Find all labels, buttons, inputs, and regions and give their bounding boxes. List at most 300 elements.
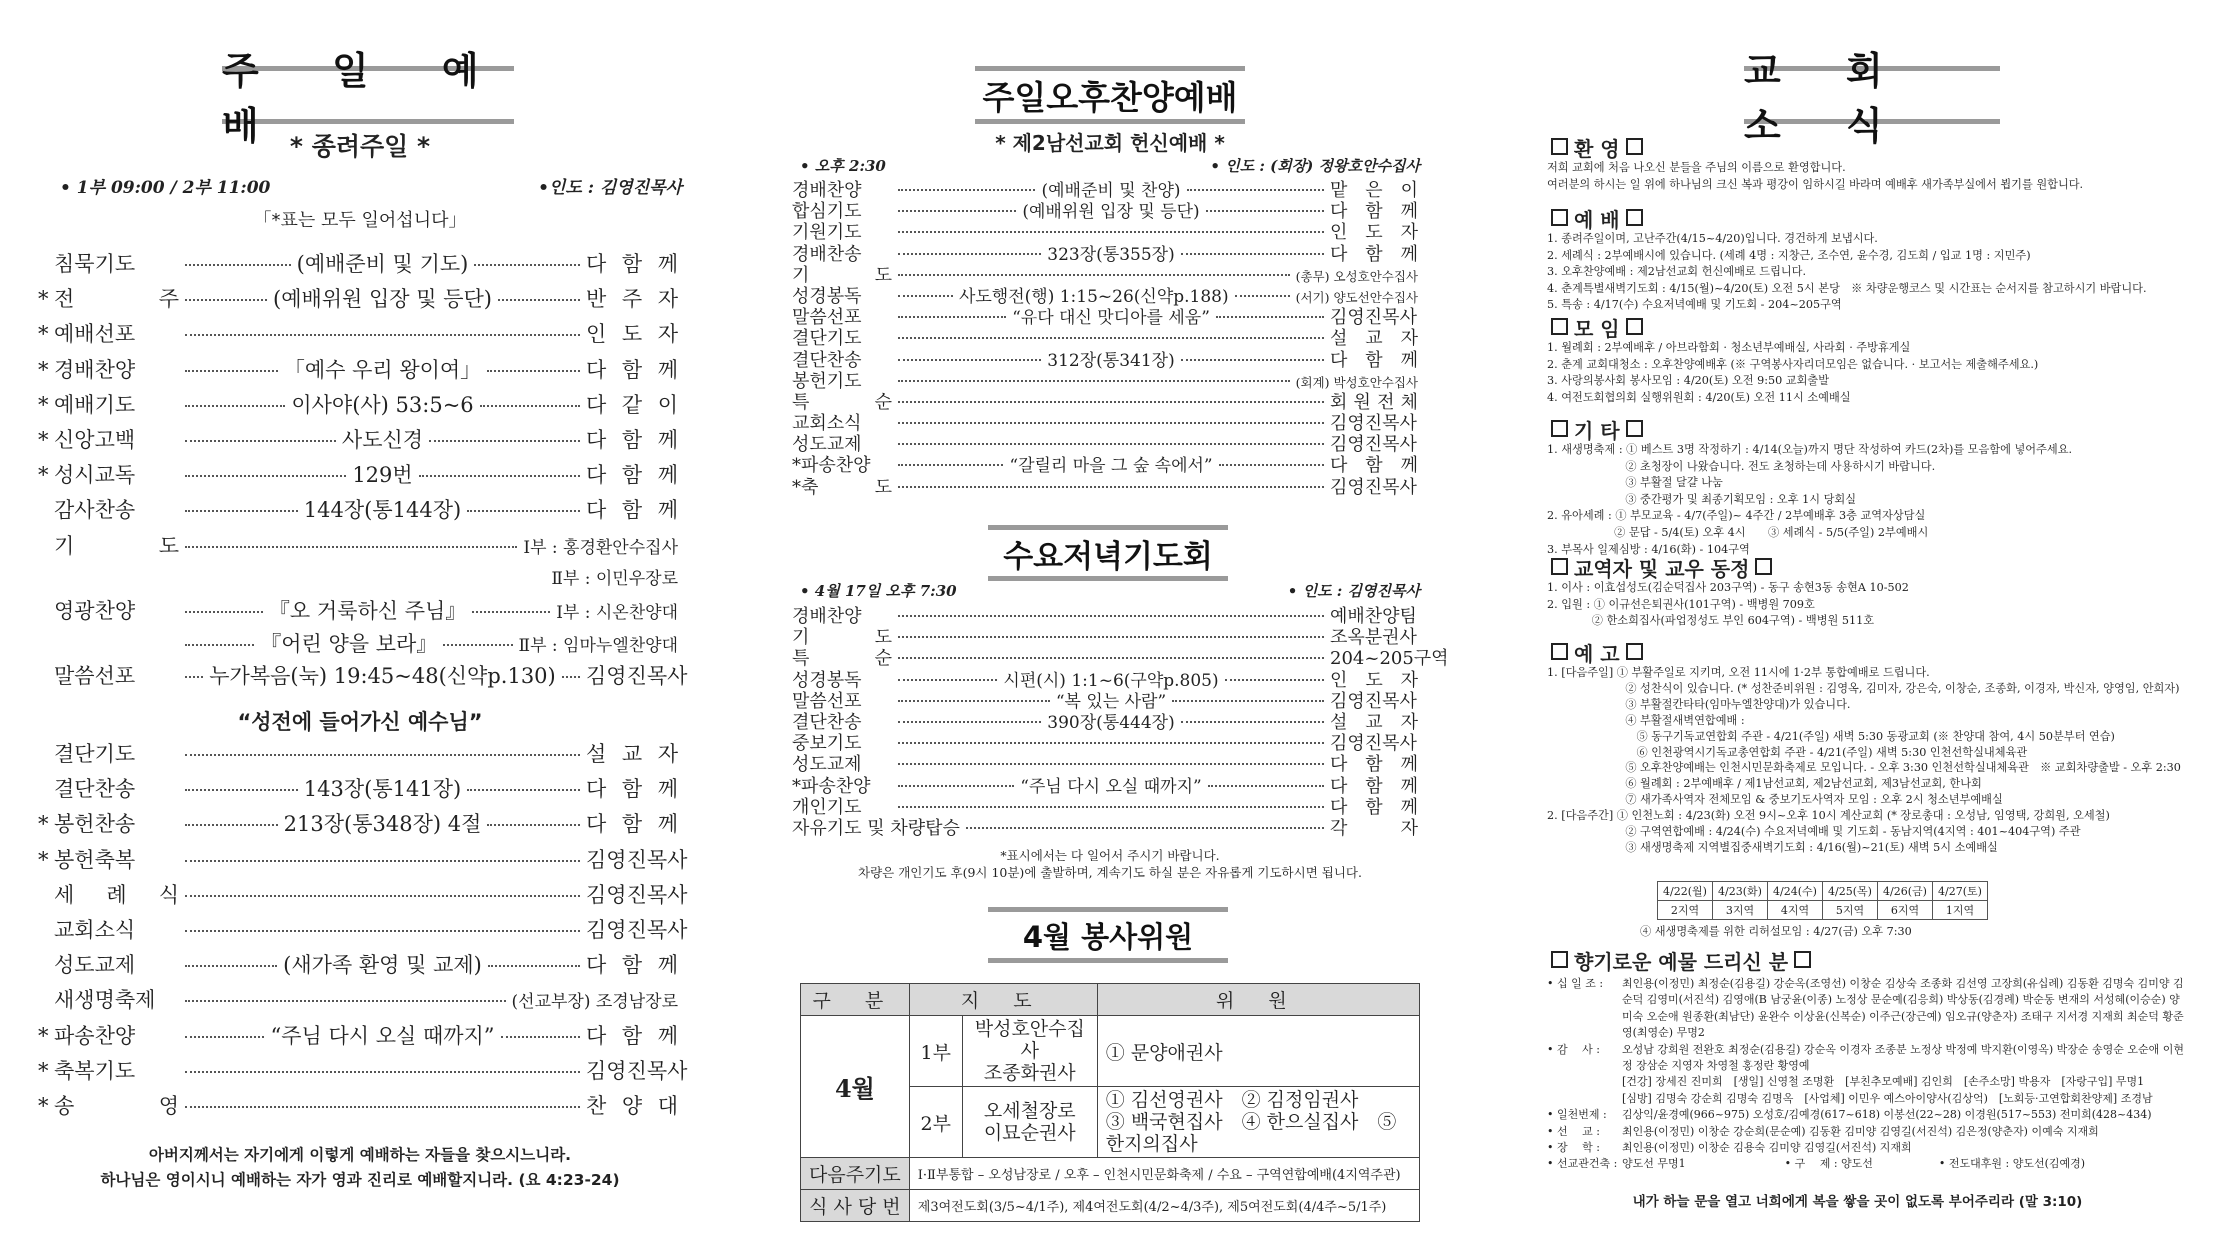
schedule-area: 5지역 xyxy=(1823,901,1878,920)
order-row xyxy=(792,712,1418,733)
news-line: 3. 오후찬양예배 : 제2남선교회 헌신예배로 드립니다. xyxy=(1547,265,1807,279)
order-person: 다 함 께 xyxy=(586,498,679,523)
news-heading xyxy=(1545,415,1649,444)
offering-row xyxy=(1547,1156,2187,1172)
leader-dots xyxy=(898,700,1050,702)
heading-bullet xyxy=(1551,138,1568,155)
leader-dots xyxy=(467,510,580,512)
news-line: ② 초청장이 나왔습니다. 전도 초청하는데 사용하시기 바랍니다. xyxy=(1547,459,1936,473)
order-label: 자유기도 및 차량탑승 xyxy=(792,817,960,839)
offering-names: 오성남 강희원 전완호 최정순(김용길) 강순옥 이경자 조종분 노정상 박정예 박지환(이영옥) 박장순 송영순 오순애 이현정 장삼순 지영자 차영철 홍정란 황영예 xyxy=(1622,1042,2185,1073)
schedule-area: 4지역 xyxy=(1768,901,1823,920)
leader-dots xyxy=(185,895,580,897)
order-person: 김영진목사 xyxy=(586,917,688,942)
order-row xyxy=(38,983,678,1018)
order-label: 합심기도 xyxy=(792,201,862,223)
leader-dots xyxy=(487,370,580,372)
order-row xyxy=(38,659,688,694)
offering-heading-bullet-right xyxy=(1794,951,1811,968)
order-person: Ⅱ부 : 이민우장로 xyxy=(551,568,678,589)
order-label: 봉헌기도 xyxy=(792,370,862,392)
order-person: 김영진목사 xyxy=(1330,690,1417,712)
schedule-date: 4/25(목) xyxy=(1823,882,1878,901)
leader-dots xyxy=(185,611,263,613)
order-row xyxy=(792,413,1418,434)
palm-sunday-subtitle: * 종려주일 * xyxy=(289,132,431,161)
order-row xyxy=(38,317,678,352)
order-label: 경배찬양 xyxy=(54,357,136,382)
afternoon-leader: • 인도 : (회장) 정왕호안수집사 xyxy=(1210,157,1420,175)
leader-dots xyxy=(185,510,298,512)
order-content: 129번 xyxy=(352,463,413,488)
service-times: • 1부 09:00 / 2부 11:00 xyxy=(60,178,271,198)
order-label: 결단기도 xyxy=(54,742,136,766)
news-line: ③ 중간평가 및 최종기획모임 : 오후 1시 당회실 xyxy=(1547,492,1857,506)
leader-dots xyxy=(898,785,1014,787)
order-label: 기원기도 xyxy=(792,222,862,244)
order-person: 다 함 께 xyxy=(586,777,679,802)
offering-heading xyxy=(1545,946,1817,975)
heading-bullet-right xyxy=(1626,420,1643,437)
part1-lead-cell: 박성호안수집사 조종화권사 xyxy=(962,1016,1097,1087)
leader-dots xyxy=(185,1000,506,1002)
offering-list xyxy=(1547,976,2187,1173)
order-person: (선교부장) 조경남장로 xyxy=(511,992,678,1013)
schedule-date: 4/27(토) xyxy=(1933,882,1988,901)
wednesday-time: • 4월 17일 오후 7:30 xyxy=(800,582,957,600)
leader-dots xyxy=(185,440,336,442)
heading-bullet xyxy=(1551,318,1568,335)
april-volunteers-title: 4월 봉사위원 xyxy=(988,907,1228,963)
order-content: (예배위원 입장 및 등단) xyxy=(273,287,492,312)
order-label: 경배찬양 xyxy=(792,606,862,627)
order-person: 다 함 께 xyxy=(586,357,679,382)
news-line: ③ 부활절 달걀 나눔 xyxy=(1547,476,1723,490)
order-label: 성경봉독 xyxy=(792,669,862,691)
stand-marker: * xyxy=(38,463,49,488)
order-person: (서기) 양도선안수집사 xyxy=(1295,289,1418,305)
leader-dots xyxy=(562,676,580,678)
leader-dots xyxy=(898,210,1016,212)
leader-dots xyxy=(1206,210,1324,212)
stand-marker: * xyxy=(38,357,49,382)
leader-dots xyxy=(898,253,1041,255)
order-row xyxy=(38,247,678,282)
offering-category: • 일천번제 : xyxy=(1547,1108,1607,1122)
order-row xyxy=(38,629,678,659)
order-row xyxy=(792,201,1418,222)
offering-category: • 선 교 : xyxy=(1547,1124,1600,1138)
leader-dots xyxy=(185,860,580,862)
offering-names: 최인용(이정민) 최정순(김용길) 강순옥(조영선) 이창순 김상숙 조종화 김선영 고장희(유십례) 김동환 김명숙 김미양 김순덕 김영미(서진석) 김영애(B 남궁윤(이종) 노정상 문순예(김응희) 박상동(김경례) 박순동 변재의 서성혜(이승순) 양미숙 오순애 원종환(최남단) 윤완수 이상윤(신복순) 이주근(장근예) 임오규(양춘자) 조태구 지서경 지재희 최순덕 황준영(최영순) 무명2 xyxy=(1622,977,2184,1040)
standing-notice: 「*표는 모두 일어섭니다」 xyxy=(253,210,467,231)
offering-names: 김상익/윤경예(966~975) 오성호/김예경(617~618) 이봉선(22~28) 이경원(517~553) 전미희(428~434) xyxy=(1622,1108,2152,1122)
order-person: 반 주 자 xyxy=(586,287,678,312)
afternoon-time: • 오후 2:30 xyxy=(800,157,886,175)
afternoon-service-title: 주일오후찬양예배 xyxy=(975,66,1245,124)
order-row xyxy=(38,594,678,629)
stand-marker: * xyxy=(38,1058,49,1083)
order-label: 성도교제 xyxy=(54,953,136,978)
order-person: 다 함 께 xyxy=(1330,796,1418,818)
offering-category: • 감 사 : xyxy=(1547,1042,1600,1056)
order-row xyxy=(38,353,678,388)
order-row xyxy=(38,1054,688,1089)
leader-dots xyxy=(898,615,1324,617)
order-content: 144장(통144장) xyxy=(303,498,462,523)
col-header-category: 구 분 xyxy=(801,984,910,1016)
order-person: 204~205구역 xyxy=(1330,648,1449,670)
news-heading-text: 환 영 xyxy=(1574,137,1620,161)
news-line: ⑥ 인천광역시기독교총연합회 주관 - 4/21(주일) 새벽 5:30 인천선학실내체육관 xyxy=(1547,745,2028,759)
stand-marker: * xyxy=(38,322,49,347)
order-label: 말씀선포 xyxy=(792,690,862,712)
order-row xyxy=(792,477,1418,498)
order-row xyxy=(792,307,1418,328)
leader-dots xyxy=(1225,679,1324,681)
offering-names: [심방] 김명숙 강순희 김명숙 김명옥 [사업체] 이민우 예스아이양사(김상억) [노회등·고연합회찬양제] 조경남 xyxy=(1622,1091,2153,1105)
order-person: 인 도 자 xyxy=(1330,669,1419,691)
order-label: 축복기도 xyxy=(54,1058,136,1083)
news-line: 1. 종려주일이며, 고난주간(4/15~4/20)입니다. 경건하게 보냅시다. xyxy=(1547,232,1878,245)
sunday-worship-title: 주 일 예 배 xyxy=(222,66,514,124)
part1-members-cell: ① 문양애권사 xyxy=(1097,1016,1419,1087)
order-label: *축 도 xyxy=(792,476,892,498)
leader-dots xyxy=(185,405,285,407)
order-label: 기 도 xyxy=(54,533,179,558)
news-line: ② 구역연합예배 : 4/24(수) 수요저녁예배 및 기도회 - 동남지역(4지역 : 401~404구역) 주관 xyxy=(1547,825,2081,839)
sermon-title: “성전에 들어가신 예수님” xyxy=(237,710,483,734)
leader-dots xyxy=(898,806,1324,808)
order-row xyxy=(792,627,1418,648)
leader-dots xyxy=(898,443,1324,445)
order-content: 323장(통355장) xyxy=(1047,244,1175,265)
leader-dots xyxy=(443,644,512,646)
news-body xyxy=(1547,340,2038,406)
order-person: 다 함 께 xyxy=(586,427,678,452)
order-label: 전 주 xyxy=(54,287,179,312)
heading-bullet xyxy=(1551,558,1568,575)
leader-dots xyxy=(185,1106,580,1108)
schedule-date: 4/24(수) xyxy=(1768,882,1823,901)
news-line: ⑦ 새가족사역자 전체모임 & 중보기도사역자 모임 : 오후 2시 청소년부예배실 xyxy=(1547,793,2003,807)
part2-lead-cell: 오세철장로 이묘순권사 xyxy=(962,1087,1097,1158)
news-heading xyxy=(1545,204,1649,233)
news-heading xyxy=(1545,133,1649,162)
leader-dots xyxy=(1219,464,1324,466)
order-label: 성도교제 xyxy=(792,754,862,776)
leader-dots xyxy=(898,742,1324,744)
order-label: 교회소식 xyxy=(792,413,862,435)
leader-dots xyxy=(185,676,203,678)
order-person: 찬 양 대 xyxy=(586,1093,678,1118)
order-row xyxy=(792,648,1449,670)
schedule-date: 4/26(금) xyxy=(1878,882,1933,901)
order-row xyxy=(792,371,1418,392)
order-person: 김영진목사 xyxy=(586,663,688,688)
order-person: 설 교 자 xyxy=(586,742,678,766)
schedule-areas-row xyxy=(1658,901,1988,920)
leader-dots xyxy=(501,1036,580,1038)
order-label: 경배찬양 xyxy=(792,180,862,201)
order-person: 김영진목사 xyxy=(586,1058,688,1083)
order-row xyxy=(792,434,1418,455)
offering-heading-bullet xyxy=(1551,951,1568,968)
order-label: 봉헌축복 xyxy=(54,847,136,872)
order-person: 설 교 자 xyxy=(1330,711,1418,733)
wednesday-leader: • 인도 : 김영진목사 xyxy=(1287,582,1420,600)
news-line: 1. [다음주일] ① 부활주일로 지키며, 오전 11시에 1·2부 통합예배로 드립니다. xyxy=(1547,666,1930,679)
leader-dots xyxy=(1187,189,1324,191)
offering-category xyxy=(1547,1074,1622,1090)
leader-dots xyxy=(898,486,1324,488)
order-row xyxy=(792,350,1418,371)
order-row xyxy=(792,754,1418,775)
order-person: 김영진목사 xyxy=(1330,434,1417,456)
leader-dots xyxy=(498,299,580,301)
news-heading xyxy=(1545,553,1778,582)
order-label: *파송찬양 xyxy=(792,455,871,477)
news-body xyxy=(1547,665,2181,856)
dawn-prayer-schedule xyxy=(1657,881,1988,920)
order-label: 말씀선포 xyxy=(54,663,136,688)
leader-dots xyxy=(185,644,254,646)
order-label: 기 도 xyxy=(792,264,892,286)
leader-dots xyxy=(898,422,1324,424)
order-row xyxy=(38,878,688,913)
leader-dots xyxy=(185,334,580,336)
order-row xyxy=(38,913,688,948)
leader-dots xyxy=(474,264,580,266)
order-row xyxy=(38,772,678,807)
order-content: 이사야(사) 53:5~6 xyxy=(291,392,474,417)
part2-members-line2: ③ 백국현집사 ④ 한으실집사 ⑤ 한지의집사 xyxy=(1105,1111,1397,1155)
news-line: 1. 이사 : 이효섭성도(김순덕집사 203구역) - 동구 송현3동 송현A 10-502 xyxy=(1547,581,1909,594)
news-line: ⑤ 오후찬양예배는 인천시민문화축제로 모입니다. - 오후 3:30 인천선학실내체육관 ※ 교회차량출발 - 오후 2:30 xyxy=(1547,761,2181,775)
closing-verse-line1: 아버지께서는 자기에게 이렇게 예배하는 자들을 찾으시느니라. xyxy=(148,1146,572,1164)
order-person: 회 원 전 체 xyxy=(1330,391,1418,413)
order-row xyxy=(792,733,1418,754)
order-person: 김영진목사 xyxy=(1330,476,1417,498)
order-label: 경배찬송 xyxy=(792,243,862,265)
order-of-worship-part1 xyxy=(38,247,688,694)
leader-dots xyxy=(898,401,1324,403)
order-content: 213장(통348장) 4절 xyxy=(283,812,482,837)
stand-marker: * xyxy=(38,427,49,452)
news-body xyxy=(1547,231,2147,314)
order-label: 특 순 xyxy=(792,648,892,670)
news-line: ④ 부활절새벽연합예배 : xyxy=(1547,713,1745,727)
order-row xyxy=(38,948,678,983)
order-row xyxy=(38,529,678,564)
schedule-area: 1지역 xyxy=(1933,901,1988,920)
news-line: 5. 특송 : 4/17(수) 수요저녁예배 및 기도회 - 204~205구역 xyxy=(1547,298,1842,312)
leader-dots xyxy=(185,299,267,301)
leader-dots xyxy=(467,789,580,791)
order-label: 결단찬송 xyxy=(54,777,136,802)
april-volunteers-table xyxy=(800,983,1420,1222)
order-person: 다 함 께 xyxy=(586,463,678,488)
order-row xyxy=(792,180,1418,201)
offering-row xyxy=(1547,1074,2187,1090)
order-label: 예배기도 xyxy=(54,392,136,417)
order-content: 143장(통141장) xyxy=(303,777,462,802)
schedule-area: 6지역 xyxy=(1878,901,1933,920)
order-label: 성시교독 xyxy=(54,463,136,488)
order-label: 기 도 xyxy=(792,627,892,649)
service-leader: •인도 : 김영진목사 xyxy=(538,178,682,198)
order-content: “주님 다시 오실 때까지” xyxy=(270,1023,495,1048)
news-heading-text: 예 배 xyxy=(1574,208,1620,232)
leader-dots xyxy=(488,965,580,967)
order-person: 다 함 께 xyxy=(586,252,678,276)
order-row xyxy=(38,388,678,423)
leader-dots xyxy=(898,295,953,297)
leader-dots xyxy=(185,546,517,548)
offering-names: 최인용(이정민) 이창순 강순희(문순예) 김동환 김미양 김영길(서진석) 김은정(양춘자) 이예숙 지재희 xyxy=(1622,1124,2099,1138)
news-line: 2. [다음주간] ① 인천노회 : 4/23(화) 오전 9시~오후 10시 계산교회 (* 장로총대 : 오성남, 임영택, 강희원, 오세철) xyxy=(1547,809,2110,823)
closing-verse-line2: 하나님은 영이시니 예배하는 자가 영과 진리로 예배할지니라. (요 4:23-24) xyxy=(100,1171,620,1189)
order-person: 다 함 께 xyxy=(1330,455,1418,477)
order-content: 사도신경 xyxy=(341,427,424,452)
news-line: 여러분의 하시는 일 위에 하나님의 크신 복과 평강이 임하시길 바라며 예배후 새가족부실에서 뵙기를 원합니다. xyxy=(1547,177,2084,191)
part1-cell: 1부 xyxy=(909,1016,962,1087)
news-line: ⑥ 월례회 : 2부예배후 / 제1남선교회, 제2남선교회, 제3남선교회, 한나회 xyxy=(1547,777,1982,791)
order-label: 개인기도 xyxy=(792,796,862,818)
wednesday-order xyxy=(792,606,1449,839)
schedule-date: 4/23(화) xyxy=(1713,882,1768,901)
news-line: ② 한소희집사(파업정성도 부인 604구역) - 백병원 511호 xyxy=(1547,614,1875,628)
leader-dots xyxy=(1181,721,1324,723)
schedule-area: 2지역 xyxy=(1658,901,1713,920)
order-row xyxy=(38,423,678,458)
order-content: 「예수 우리 왕이여」 xyxy=(283,357,482,382)
heading-bullet-right xyxy=(1626,318,1643,335)
order-label: 성경봉독 xyxy=(792,285,862,307)
order-row xyxy=(38,458,678,493)
news-body xyxy=(1547,160,2083,193)
rehearsal-note: ④ 새생명축제를 위한 리허설모임 : 4/27(금) 오후 7:30 xyxy=(1640,925,1912,938)
news-heading-text: 예 고 xyxy=(1574,642,1620,666)
order-label: 결단기도 xyxy=(792,328,862,350)
order-row xyxy=(38,843,688,878)
order-row xyxy=(792,392,1418,413)
order-person: 다 함 께 xyxy=(586,1023,679,1048)
offering-category: • 장 학 : xyxy=(1547,1141,1600,1155)
news-line: ⑤ 동구기독교연합회 주관 - 4/21(주일) 새벽 5:30 동광교회 (※ 찬양대 참여, 4시 50분부터 연습) xyxy=(1547,729,2115,743)
order-row xyxy=(792,797,1418,818)
col-header-lead: 지 도 xyxy=(909,984,1097,1016)
heading-bullet-right xyxy=(1626,209,1643,226)
order-label: 송 영 xyxy=(54,1093,179,1118)
order-row xyxy=(792,691,1418,712)
order-content: “갈릴리 마을 그 숲 속에서” xyxy=(1009,456,1213,477)
news-line: 저희 교회에 처음 나오신 분들을 주님의 이름으로 환영합니다. xyxy=(1547,161,1846,174)
order-person: 설 교 자 xyxy=(1330,328,1418,350)
stand-marker: * xyxy=(38,847,49,872)
order-row xyxy=(38,493,678,528)
order-label: 침묵기도 xyxy=(54,252,136,276)
order-person: 다 함 께 xyxy=(1330,754,1418,776)
order-row xyxy=(792,670,1418,691)
order-person: 맡 은 이 xyxy=(1330,180,1418,201)
order-row xyxy=(792,455,1418,476)
order-person: 다 함 께 xyxy=(586,812,679,837)
leader-dots xyxy=(185,930,580,932)
order-label: 영광찬양 xyxy=(54,598,136,623)
news-line: 1. 월례회 : 2부예배후 / 아브라함회 · 청소년부예배실, 사라회 · 주방휴게실 xyxy=(1547,341,1911,354)
offering-row xyxy=(1547,1091,2187,1107)
offering-row xyxy=(1547,1042,2187,1075)
order-content: 『오 거룩하신 주님』 xyxy=(268,598,467,623)
col-header-members: 위 원 xyxy=(1097,984,1419,1016)
leader-dots xyxy=(185,754,580,756)
offering-heading-text: 향기로운 예물 드리신 분 xyxy=(1574,950,1789,974)
offering-names: 양도선 무명1 • 구 제 : 양도선 • 전도대후원 : 양도선(김예경) xyxy=(1622,1157,2086,1171)
news-line: 2. 세례식 : 2부예배시에 있습니다. (세례 4명 : 지창근, 조수연, 윤수경, 김도희 / 입교 1명 : 지민주) xyxy=(1547,248,2031,262)
order-person: 김영진목사 xyxy=(1330,733,1417,755)
news-line: ② 성찬식이 있습니다. (* 성찬준비위원 : 김영옥, 김미자, 강은숙, 이창순, 조종화, 이경자, 박신자, 양영임, 안희자) xyxy=(1547,681,2180,695)
leader-dots xyxy=(1172,700,1324,702)
heading-bullet xyxy=(1551,209,1568,226)
leader-dots xyxy=(185,1036,264,1038)
leader-dots xyxy=(898,763,1324,765)
news-line: 3. 부목사 일제심방 : 4/16(화) - 104구역 xyxy=(1547,542,1750,556)
month-cell: 4월 xyxy=(801,1016,910,1158)
order-label: 결단찬송 xyxy=(792,711,862,733)
leader-dots xyxy=(185,965,277,967)
order-label: 새생명축제 xyxy=(54,988,156,1013)
order-label: 예배선포 xyxy=(54,322,136,347)
order-label: 감사찬송 xyxy=(54,498,136,523)
schedule-dates-row xyxy=(1658,882,1988,901)
order-content: (새가족 환영 및 교제) xyxy=(283,953,482,978)
order-content: “유다 대신 맛디아를 세움” xyxy=(1012,308,1210,329)
order-row xyxy=(792,606,1418,627)
order-row xyxy=(792,776,1418,797)
offering-category: • 선교관건축 : xyxy=(1547,1157,1618,1171)
leader-dots xyxy=(898,679,997,681)
order-person: 김영진목사 xyxy=(1330,413,1417,435)
offering-row xyxy=(1547,1124,2187,1140)
leader-dots xyxy=(185,824,278,826)
order-label: 신앙고백 xyxy=(54,427,136,452)
leader-dots xyxy=(898,380,1290,382)
order-label: 성도교제 xyxy=(792,434,862,456)
order-content: 390장(통444장) xyxy=(1047,712,1175,733)
order-row xyxy=(38,1019,678,1054)
leader-dots xyxy=(185,1071,580,1073)
order-content: (예배준비 및 찬양) xyxy=(1041,181,1181,201)
church-news-title: 교 회 소 식 xyxy=(1744,66,2000,124)
leader-dots xyxy=(898,316,1006,318)
stand-marker: * xyxy=(38,1023,49,1048)
news-body xyxy=(1547,580,1909,630)
schedule-date: 4/22(월) xyxy=(1658,882,1713,901)
order-of-worship-part2 xyxy=(38,737,688,1124)
order-person: 김영진목사 xyxy=(586,882,688,907)
leader-dots xyxy=(1216,316,1324,318)
heading-bullet xyxy=(1551,420,1568,437)
news-line: 3. 사랑의봉사회 봉사모임 : 4/20(토) 오전 9:50 교회출발 xyxy=(1547,374,1830,388)
leader-dots xyxy=(185,789,298,791)
vehicle-note: 차량은 개인기도 후(9시 10분)에 출발하며, 계속기도 하실 분은 자유롭게 기도하시면 됩니다. xyxy=(858,865,1362,880)
order-content: 312장(통341장) xyxy=(1047,350,1175,371)
order-row xyxy=(38,282,678,317)
order-content: (예배위원 입장 및 등단) xyxy=(1022,202,1200,223)
leader-dots xyxy=(898,657,1324,659)
meal-duty-label: 식 사 당 번 xyxy=(801,1190,910,1222)
